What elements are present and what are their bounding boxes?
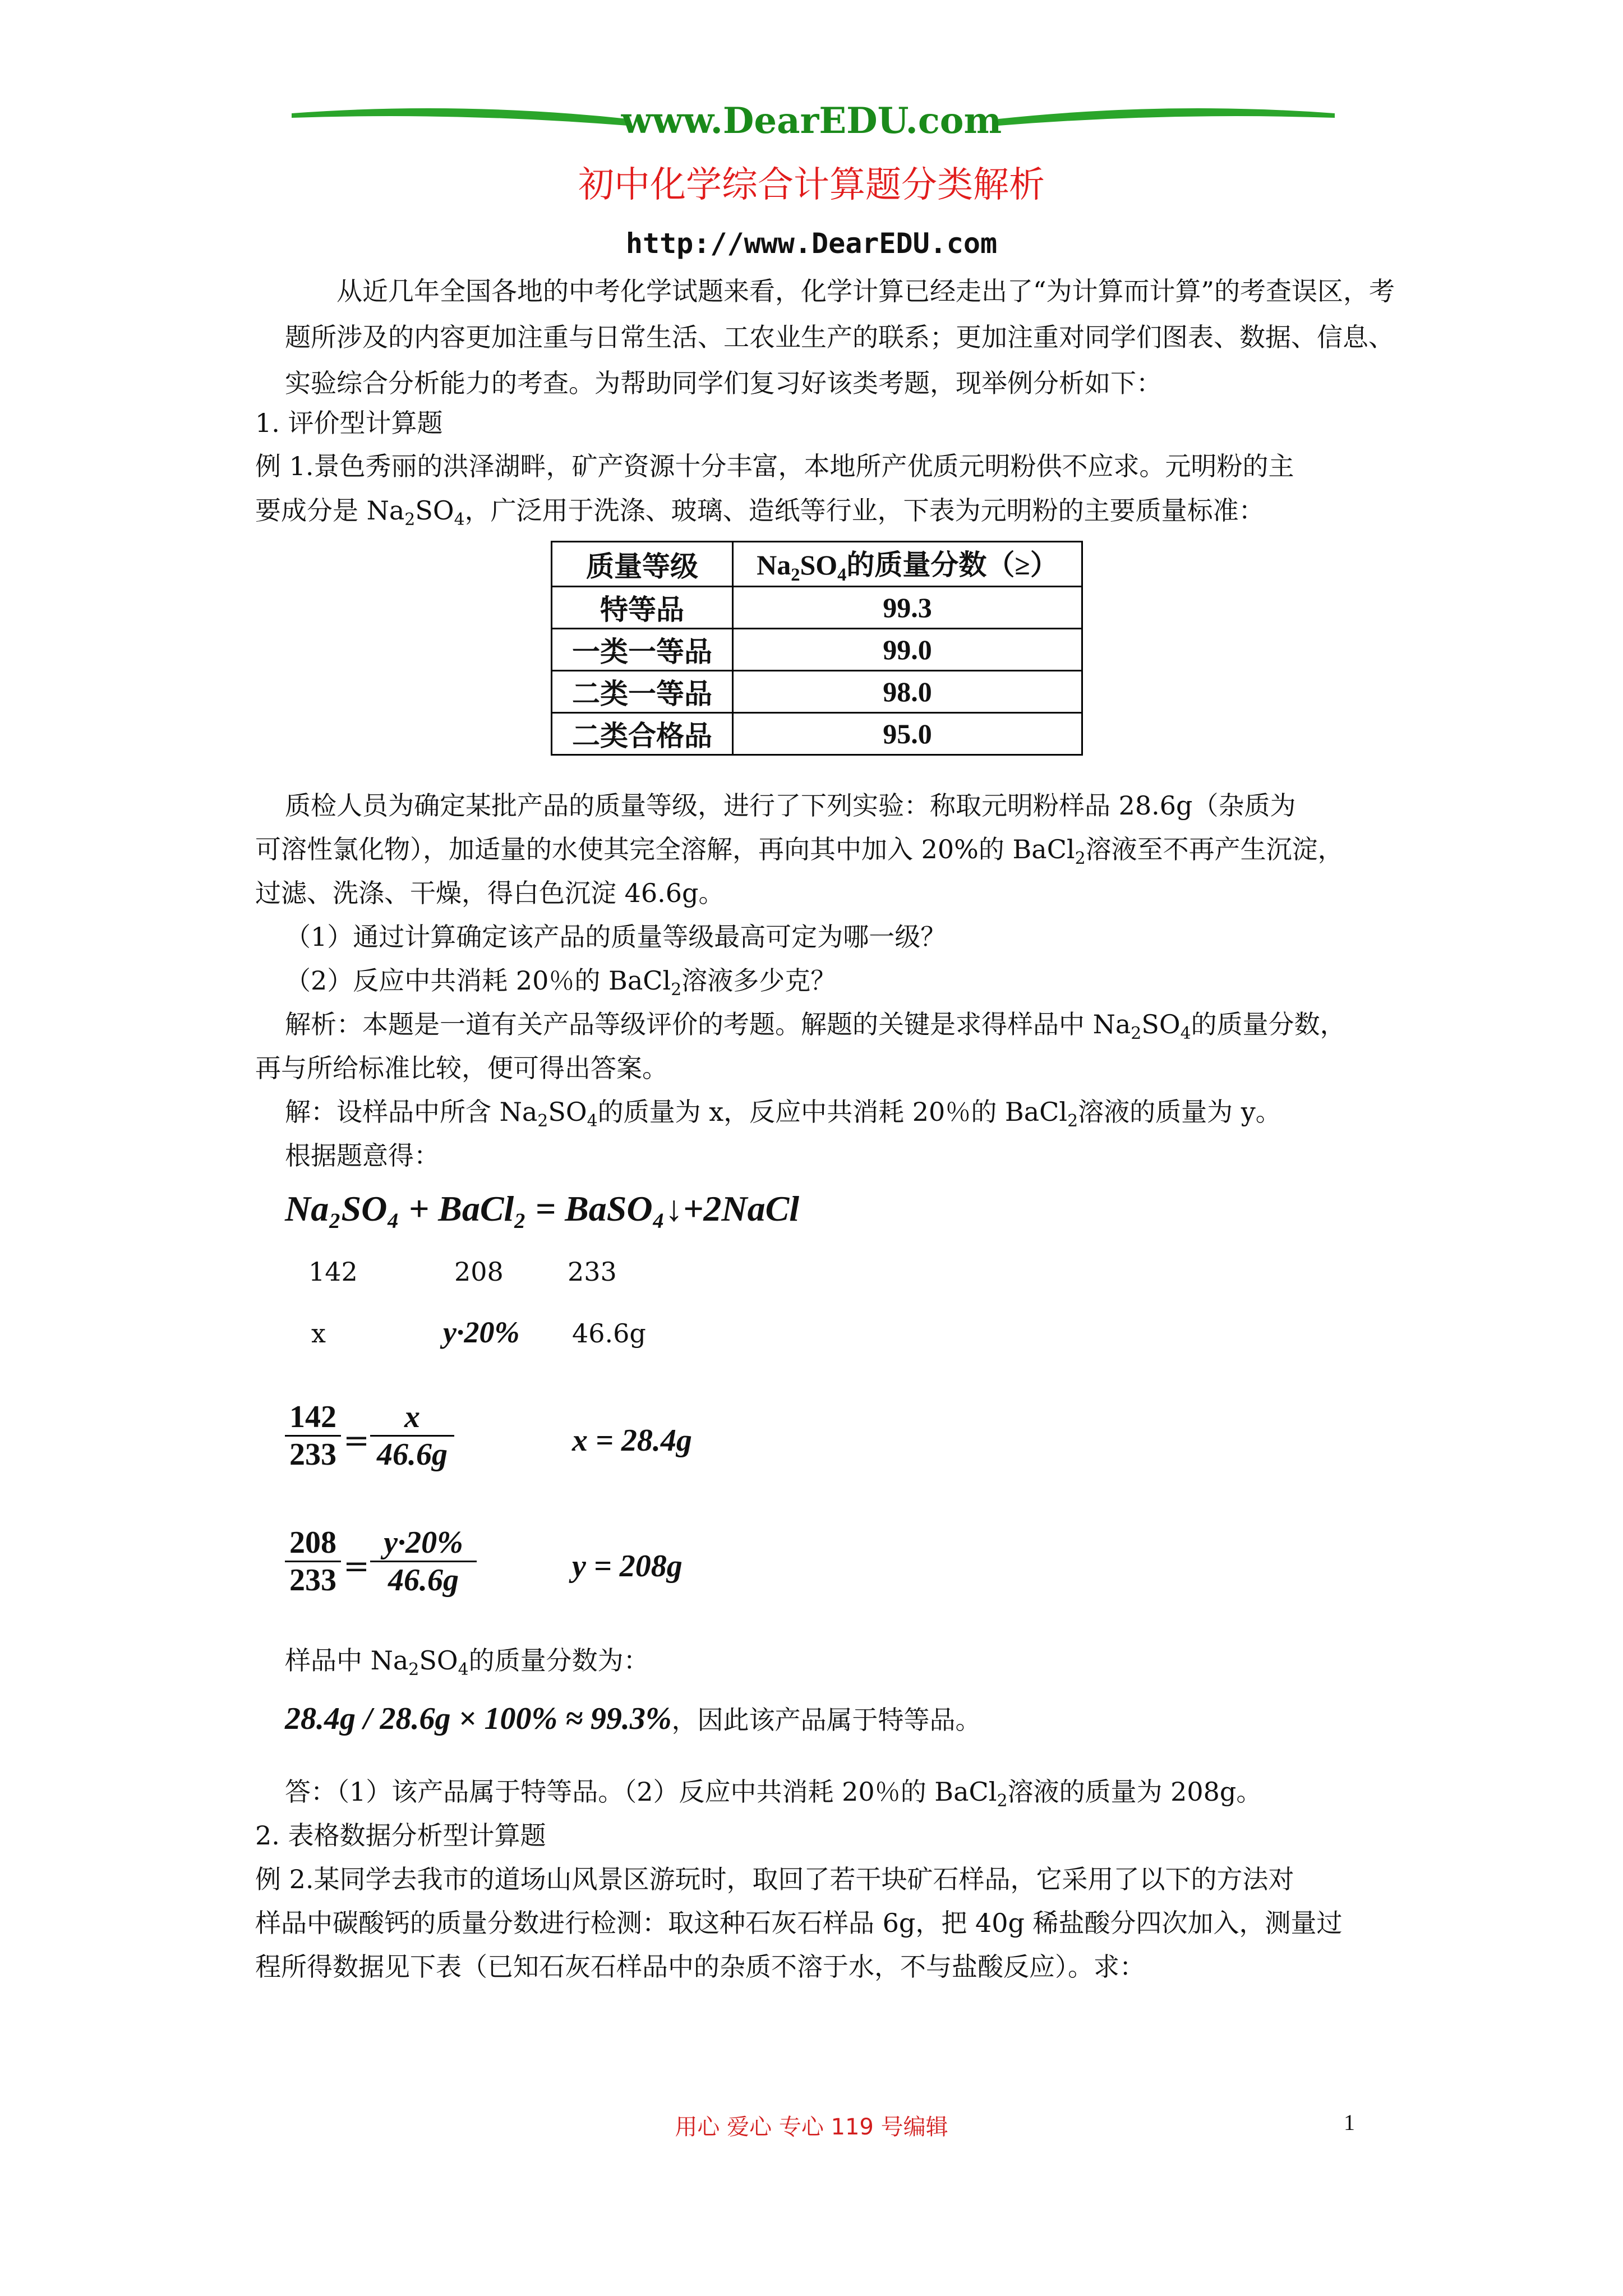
fraction-1-result: x = 28.4g <box>572 1423 692 1458</box>
analysis-line1: 解析：本题是一道有关产品等级评价的考题。解题的关键是求得样品中 $Na_2SO_4$的质量分数， <box>285 1009 1346 1044</box>
chemical-equation: Na₂SO₄ + BaCl₂ = BaSO₄↓+2NaCl <box>285 1189 800 1228</box>
fraction-2-result: y = 208g <box>572 1549 683 1584</box>
example1-line2: 要成分是 $Na_2SO_4$，广泛用于洗涤、玻璃、造纸等行业，下表为元明粉的主要质量标准： <box>255 495 1265 530</box>
section2-heading: 2. 表格数据分析型计算题 <box>255 1820 546 1851</box>
page-number: 1 <box>1344 2110 1355 2135</box>
fraction-2-right: y·20% 46.6g <box>370 1525 477 1598</box>
equation-mass-142: 142 <box>308 1257 358 1287</box>
solution-line2: 根据题意得： <box>285 1140 440 1171</box>
example2-line1: 例 2.某同学去我市的道场山风景区游玩时，取回了若干块矿石样品，它采用了以下的方法对 <box>255 1864 1294 1894</box>
table-cell-grade: 特等品 <box>552 587 733 629</box>
section1-heading: 1. 评价型计算题 <box>255 408 443 438</box>
para2-line3: 过滤、洗涤、干燥，得白色沉淀 46.6g。 <box>255 878 725 908</box>
table-cell-grade: 一类一等品 <box>552 629 733 671</box>
intro-paragraph: 从近几年全国各地的中考化学试题来看，化学计算已经走出了“为计算而计算”的考查误区，考题所涉及的内容更加注重与日常生活、工农业生产的联系；更加注重对同学们图表、数据、信息、实验综合分析能力的考查。为帮助同学们复习好该类考题，现举例分析如下： <box>285 276 1395 398</box>
site-url[interactable]: http://www.DearEDU.com <box>625 227 998 260</box>
table-row <box>552 671 1082 713</box>
fraction-2-left: 208 233 <box>285 1525 341 1598</box>
fraction-1-equals: = <box>343 1423 370 1459</box>
equation-mass-233: 233 <box>568 1257 617 1287</box>
para2-line1: 质检人员为确定某批产品的质量等级，进行了下列实验：称取元明粉样品 28.6g（杂质为 <box>285 790 1296 821</box>
footer-text: 用心 爱心 专心 119 号编辑 <box>675 2114 948 2140</box>
mass-fraction-label: 样品中 $Na_2SO_4$的质量分数为： <box>285 1645 649 1680</box>
analysis-line2: 再与所给标准比较，便可得出答案。 <box>255 1053 668 1083</box>
answer-line: 答：（1）该产品属于特等品。（2）反应中共消耗 20％的 BaCl$_2$溶液的质量为 208g。 <box>285 1777 1262 1811</box>
table-row <box>552 587 1082 629</box>
fraction-1-left: 142 233 <box>285 1399 341 1473</box>
fraction-1-right: x 46.6g <box>370 1399 454 1473</box>
example2-line2: 样品中碳酸钙的质量分数进行检测：取这种石灰石样品 6g，把 40g 稀盐酸分四次加入，测量过 <box>255 1908 1343 1938</box>
table-cell-grade: 二类合格品 <box>552 713 733 755</box>
para2-line2: 可溶性氯化物），加适量的水使其完全溶解，再向其中加入 20%的 BaCl$_2$溶液至不再产生沉淀， <box>255 834 1344 869</box>
mass-fraction-calc: 28.4g / 28.6g × 100% ≈ 99.3%，因此该产品属于特等品。 <box>285 1701 981 1736</box>
equation-var-y: y·20% <box>443 1315 520 1349</box>
table-cell-value: 99.0 <box>733 629 1082 671</box>
example1-line1: 例 1.景色秀丽的洪泽湖畔，矿产资源十分丰富，本地所产优质元明粉供不应求。元明粉的主 <box>255 451 1294 481</box>
equation-var-x: x <box>311 1318 326 1349</box>
table-cell-value: 98.0 <box>733 671 1082 713</box>
equation-mass-208: 208 <box>454 1257 504 1287</box>
logo-text: www.DearEDU.com <box>621 100 1002 142</box>
table-header-fraction: $Na_2SO_4$的质量分数（≥） <box>733 542 1082 587</box>
table-cell-value: 99.3 <box>733 587 1082 629</box>
table-header-row <box>552 542 1082 587</box>
solution-line1: 解：设样品中所含 $Na_2SO_4$的质量为 x，反应中共消耗 20％的 BaCl$_2$溶液的质量为 y。 <box>285 1097 1281 1131</box>
table-cell-grade: 二类一等品 <box>552 671 733 713</box>
table-cell-value: 95.0 <box>733 713 1082 755</box>
fraction-2-equals: = <box>343 1548 370 1585</box>
quality-standard-table <box>551 541 1083 756</box>
table-row <box>552 713 1082 755</box>
question-2: （2）反应中共消耗 20％的 BaCl$_2$溶液多少克？ <box>285 965 837 1000</box>
page-title: 初中化学综合计算题分类解析 <box>578 164 1045 206</box>
table-header-grade: 质量等级 <box>552 542 733 587</box>
example2-line3: 程所得数据见下表（已知石灰石样品中的杂质不溶于水，不与盐酸反应）。求： <box>255 1952 1145 1982</box>
equation-var-mass: 46.6g <box>572 1318 646 1349</box>
table-row <box>552 629 1082 671</box>
question-1: （1）通过计算确定该产品的质量等级最高可定为哪一级？ <box>285 922 947 952</box>
